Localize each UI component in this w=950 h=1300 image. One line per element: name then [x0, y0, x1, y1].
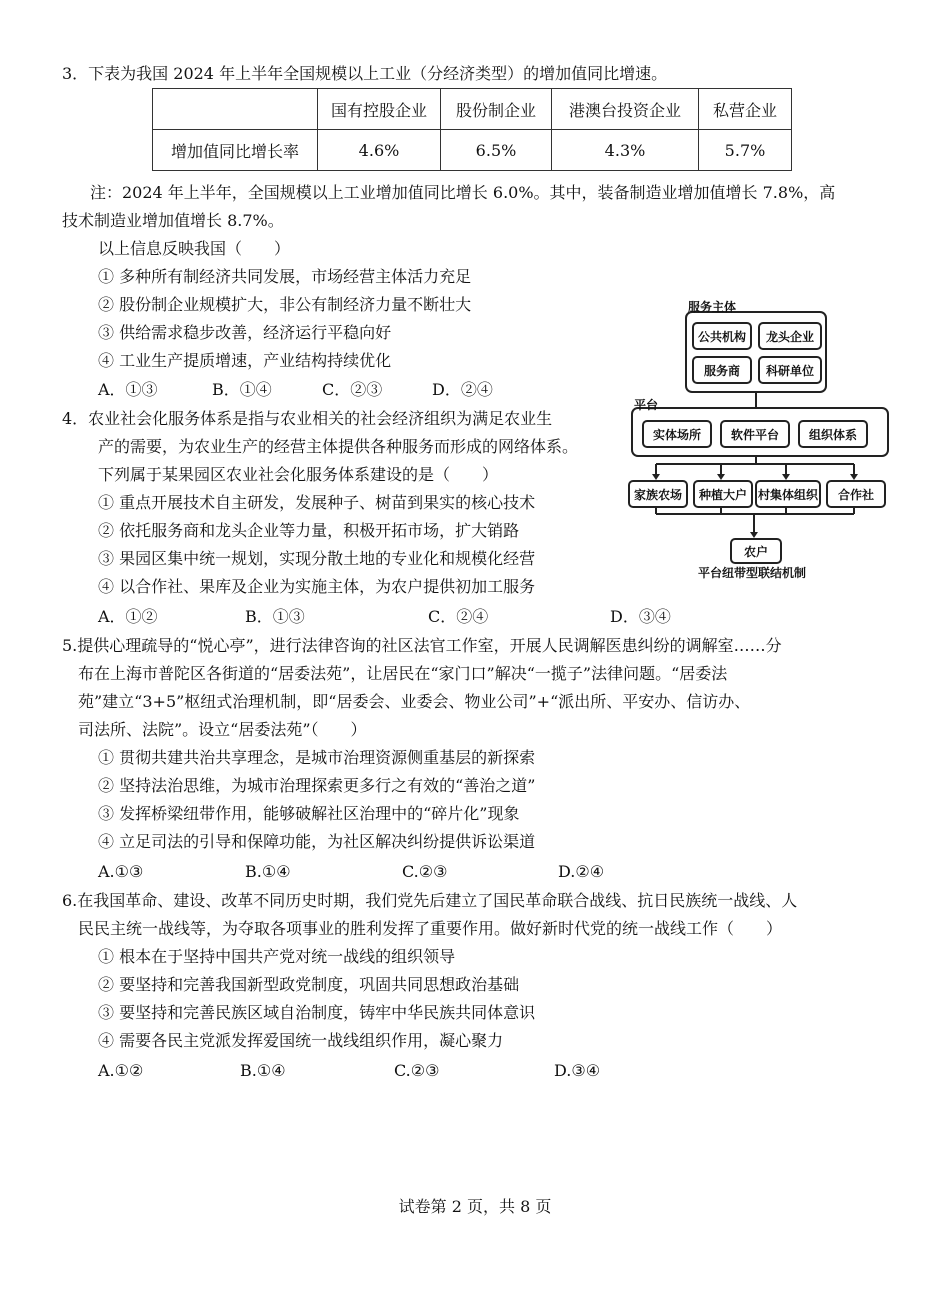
table-header-cell: 股份制企业	[441, 89, 552, 130]
org-box: 家族农场	[628, 480, 688, 508]
service-subject-label: 服务主体	[688, 300, 737, 314]
q3-option: ② 股份制企业规模扩大，非公有制经济力量不断壮大	[98, 295, 472, 314]
diagram-caption: 平台纽带型联结机制	[698, 566, 807, 580]
q6-choice-d: D.③④	[554, 1061, 601, 1080]
q5-choice-a: A.①③	[98, 862, 144, 881]
q3-note-cont: 技术制造业增加值增长 8.7%。	[62, 211, 284, 230]
q5-option: ① 贯彻共建共治共享理念，是城市治理资源侧重基层的新探索	[98, 748, 536, 767]
table-cell: 5.7%	[699, 130, 792, 171]
q5-choice-b: B.①④	[245, 862, 291, 881]
q4-stem-cont: 产的需要，为农业生产的经营主体提供各种服务而形成的网络体系。	[98, 437, 579, 456]
q4-stem: 4．农业社会化服务体系是指与农业相关的社会经济组织为满足农业生	[62, 409, 553, 428]
q6-stem: 6.在我国革命、建设、改革不同历史时期，我们党先后建立了国民革命联合战线、抗日民族统一战线、人	[62, 891, 798, 910]
q5-stem: 5.提供心理疏导的“悦心亭”，进行法律咨询的社区法官工作室，开展人民调解医患纠纷的调解室……分	[62, 636, 782, 655]
q6-option: ② 要坚持和完善我国新型政党制度，巩固共同思想政治基础	[98, 975, 520, 994]
q5-option: ② 坚持法治思维，为城市治理探索更多行之有效的“善治之道”	[98, 776, 536, 795]
q4-choice-d: D．③④	[610, 607, 671, 626]
table-cell: 6.5%	[441, 130, 552, 171]
org-box: 村集体组织	[755, 480, 821, 508]
table-row	[153, 130, 792, 171]
table-header-cell: 私营企业	[699, 89, 792, 130]
platform-label: 平台	[634, 398, 659, 412]
q4-option: ② 依托服务商和龙头企业等力量，积极开拓市场，扩大销路	[98, 521, 520, 540]
q4-choice-b: B．①③	[245, 607, 305, 626]
q5-option: ④ 立足司法的引导和保障功能，为社区解决纠纷提供诉讼渠道	[98, 832, 536, 851]
service-box: 服务商	[692, 356, 752, 384]
table-cell: 4.6%	[318, 130, 441, 171]
table-header-cell	[153, 89, 318, 130]
q4-option: ④ 以合作社、果库及企业为实施主体，为农户提供初加工服务	[98, 577, 536, 596]
q6-option: ③ 要坚持和完善民族区域自治制度，铸牢中华民族共同体意识	[98, 1003, 536, 1022]
platform-box: 组织体系	[798, 420, 868, 448]
org-box: 种植大户	[693, 480, 753, 508]
q6-choice-a: A.①②	[98, 1061, 144, 1080]
platform-box: 软件平台	[720, 420, 790, 448]
q6-option: ④ 需要各民主党派发挥爱国统一战线组织作用，凝心聚力	[98, 1031, 504, 1050]
table-header-cell: 港澳台投资企业	[552, 89, 699, 130]
q3-choice-d: D．②④	[432, 380, 493, 399]
q6-option: ① 根本在于坚持中国共产党对统一战线的组织领导	[98, 947, 456, 966]
q4-option: ③ 果园区集中统一规划，实现分散土地的专业化和规模化经营	[98, 549, 536, 568]
q4-choice-a: A．①②	[98, 607, 158, 626]
org-box: 合作社	[826, 480, 886, 508]
table-header-row	[153, 89, 792, 130]
q6-choice-b: B.①④	[240, 1061, 286, 1080]
q3-choice-a: A．①③	[98, 380, 158, 399]
service-box: 科研单位	[758, 356, 822, 384]
farmer-box: 农户	[730, 538, 782, 564]
q6-stem-cont: 民民主统一战线等，为夺取各项事业的胜利发挥了重要作用。做好新时代党的统一战线工作（ ）	[78, 919, 783, 938]
q5-stem-cont: 苑”建立“3+5”枢纽式治理机制，即“居委会、业委会、物业公司”+“派出所、平安办、信访办、	[78, 692, 751, 711]
q3-choice-c: C．②③	[322, 380, 383, 399]
q3-choice-b: B．①④	[212, 380, 272, 399]
q3-note: 注：2024 年上半年，全国规模以上工业增加值同比增长 6.0%。其中，装备制造业增加值增长 7.8%，高	[90, 183, 836, 202]
q3-option: ④ 工业生产提质增速，产业结构持续优化	[98, 351, 392, 370]
table-header-cell: 国有控股企业	[318, 89, 441, 130]
q3-prompt: 以上信息反映我国（ ）	[98, 239, 291, 258]
table-row-label: 增加值同比增长率	[153, 130, 318, 171]
q5-stem-cont: 布在上海市普陀区各街道的“居委法苑”，让居民在“家门口”解决“一揽子”法律问题。“居委法	[78, 664, 728, 683]
q4-option: ① 重点开展技术自主研发，发展种子、树苗到果实的核心技术	[98, 493, 536, 512]
q3-stem: 3．下表为我国 2024 年上半年全国规模以上工业（分经济类型）的增加值同比增速。	[62, 64, 668, 83]
service-box: 龙头企业	[758, 322, 822, 350]
q5-choice-d: D.②④	[558, 862, 605, 881]
q5-stem-cont: 司法所、法院”。设立“居委法苑”（ ）	[78, 720, 367, 739]
q5-choice-c: C.②③	[402, 862, 448, 881]
q3-option: ① 多种所有制经济共同发展，市场经营主体活力充足	[98, 267, 472, 286]
q6-choice-c: C.②③	[394, 1061, 440, 1080]
service-system-diagram	[626, 296, 894, 586]
growth-table	[152, 88, 792, 171]
service-box: 公共机构	[692, 322, 752, 350]
page-footer: 试卷第 2 页，共 8 页	[398, 1197, 552, 1216]
q4-prompt: 下列属于某果园区农业社会化服务体系建设的是（ ）	[98, 465, 499, 484]
platform-box: 实体场所	[642, 420, 712, 448]
q5-option: ③ 发挥桥梁纽带作用，能够破解社区治理中的“碎片化”现象	[98, 804, 520, 823]
q4-choice-c: C．②④	[428, 607, 489, 626]
q3-option: ③ 供给需求稳步改善，经济运行平稳向好	[98, 323, 392, 342]
table-cell: 4.3%	[552, 130, 699, 171]
